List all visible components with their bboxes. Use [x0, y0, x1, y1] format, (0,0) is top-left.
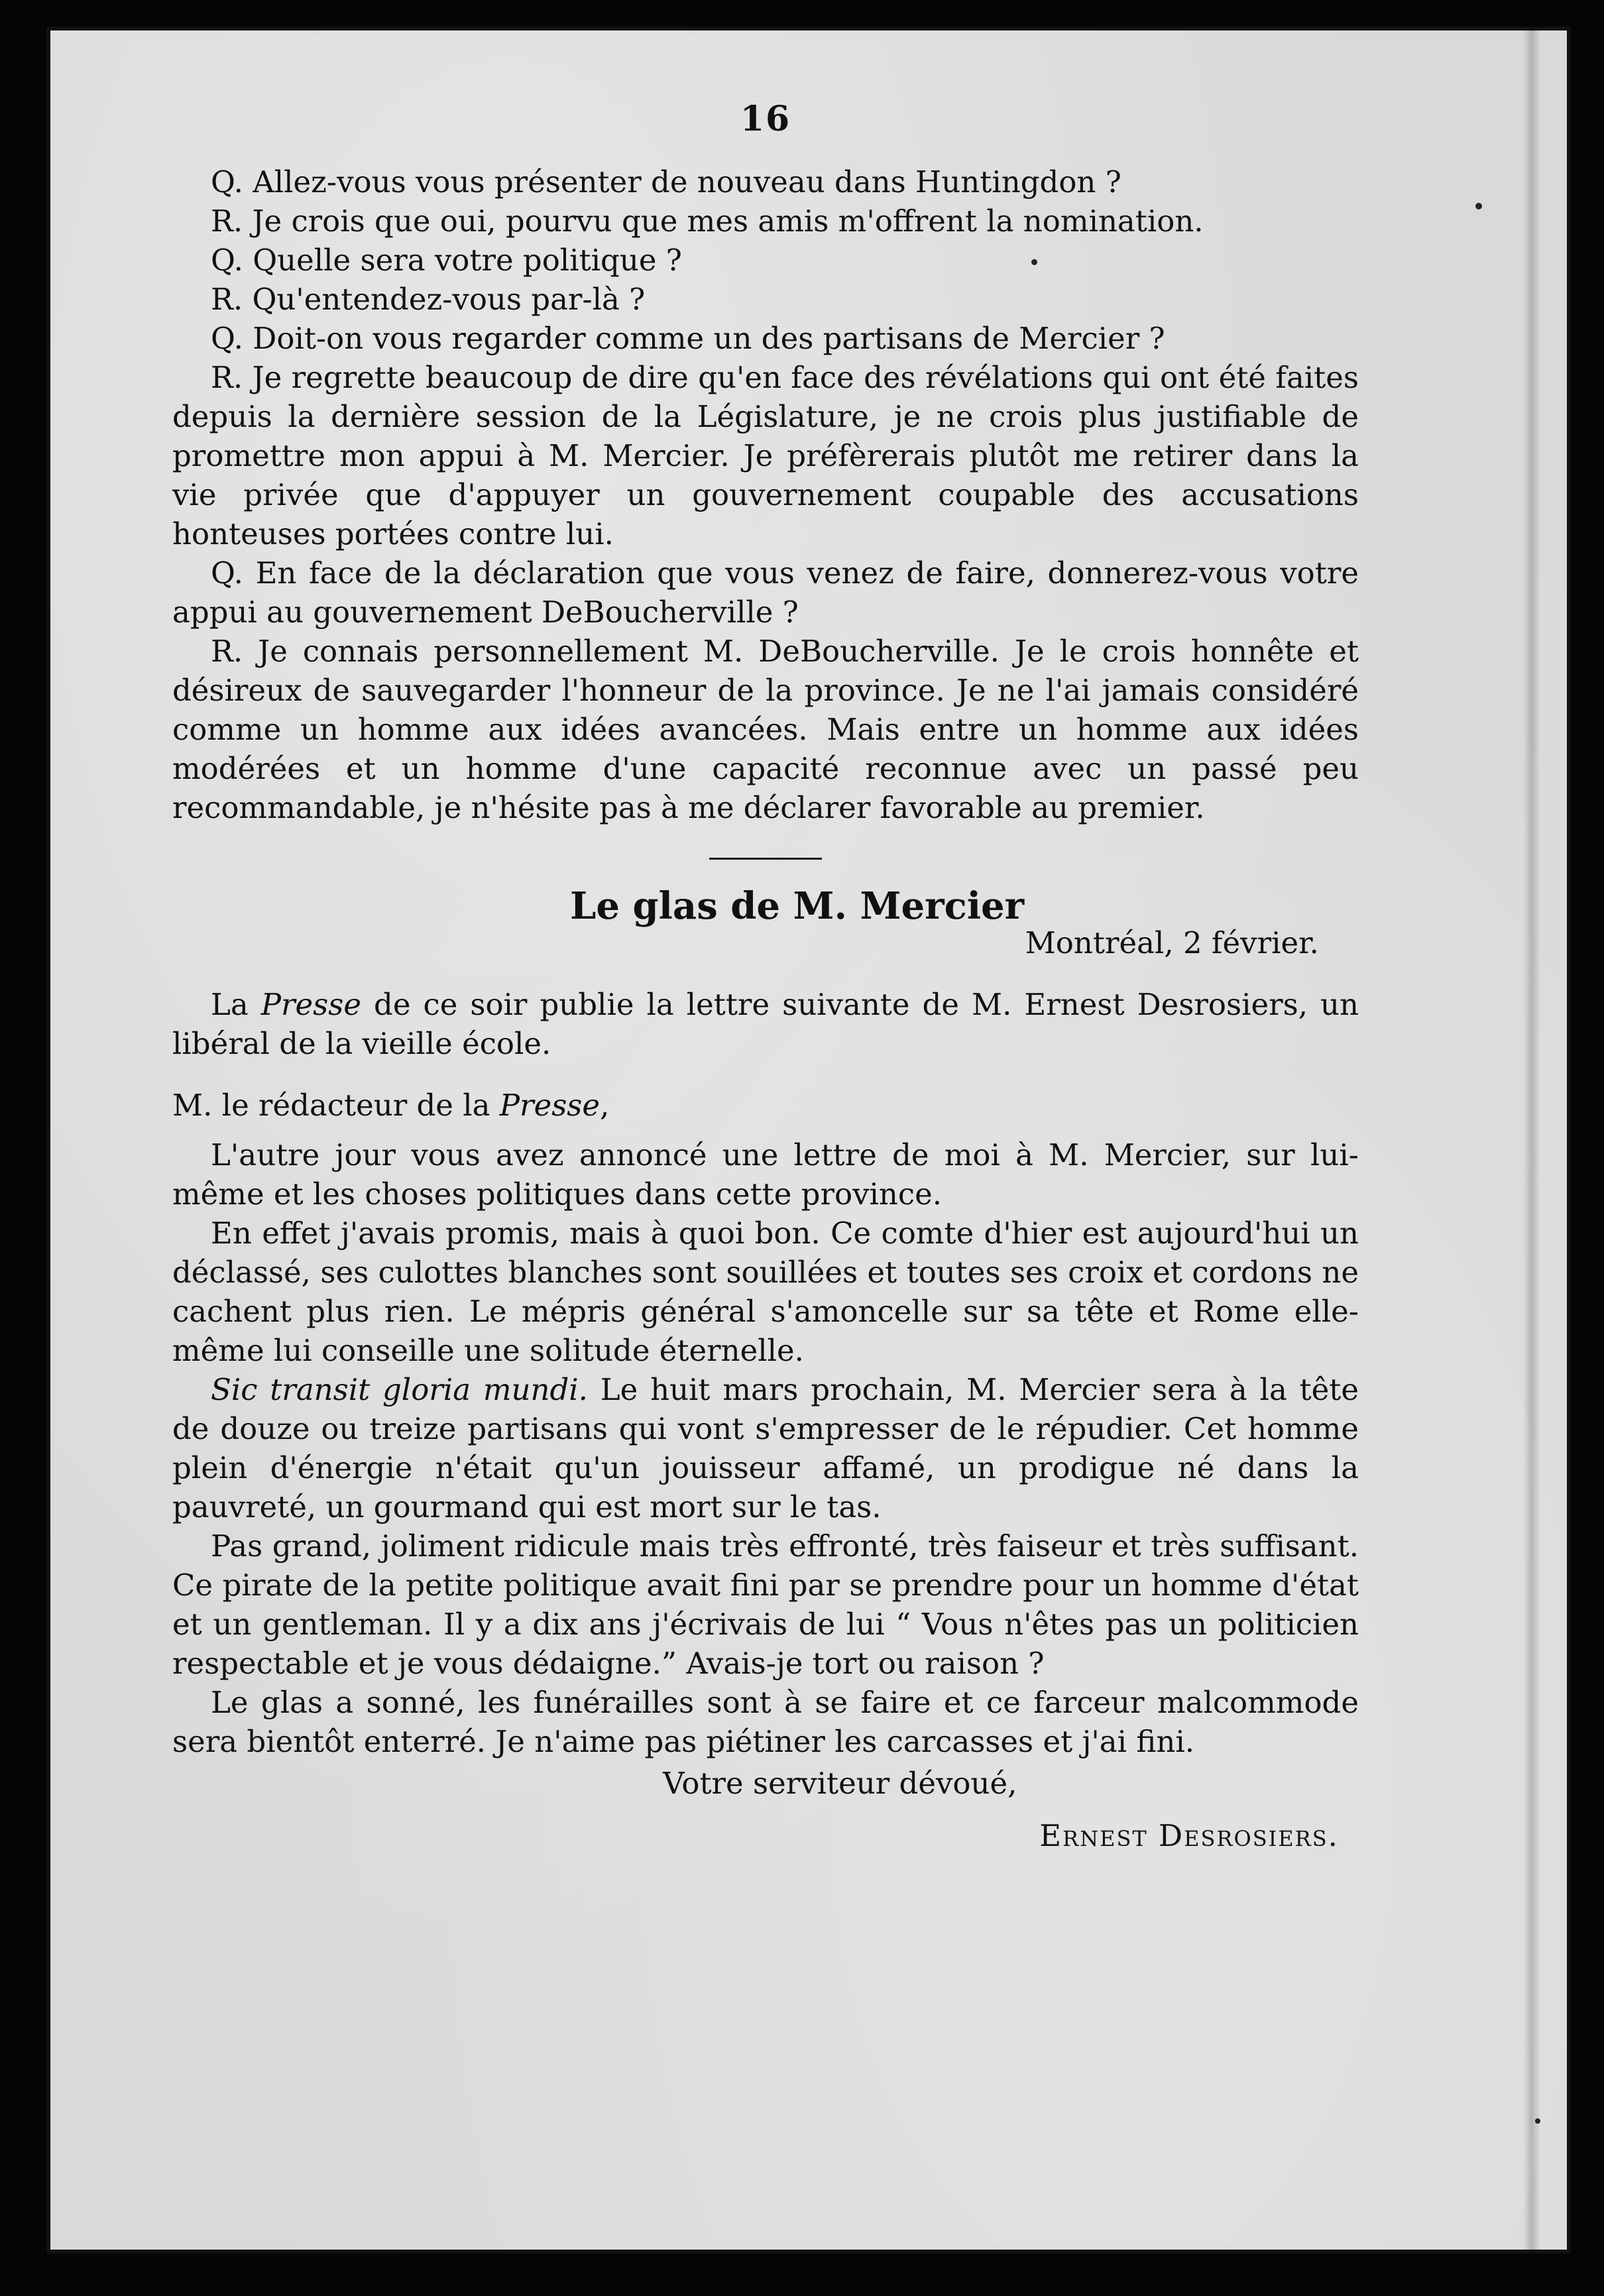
letter-paragraph: L'autre jour vous avez annoncé une lettre de moi à M. Mercier, sur lui-même et les choses politiques dans cette province.: [172, 1137, 1359, 1212]
interview-line: R. Je connais personnellement M. DeBoucherville. Je le crois honnête et désireux de sauvegarder l'honneur de la province. Je ne l'ai jamais considéré comme un homme aux idées avancées. Mais entre un homme aux idées modérées et un homme d'une capacité reconnue avec un passé peu recommandable, je n'hésite pas à me déclarer favorable au premier.: [172, 634, 1359, 825]
scan-speck: [1535, 2118, 1540, 2124]
letter-paragraph: En effet j'avais promis, mais à quoi bon. Ce comte d'hier est aujourd'hui un déclassé, ses culottes blanches sont souillées et toutes ses croix et cordons ne cachent plus rien. Le mépris général s'amoncelle sur sa tête et Rome elle-même lui conseille une solitude éternelle.: [172, 1216, 1359, 1368]
latin-phrase: Sic transit gloria mundi.: [211, 1372, 588, 1407]
salutation-text: M. le rédacteur de la: [172, 1088, 500, 1123]
letter-paragraph: Le glas a sonné, les funérailles sont à se faire et ce farceur malcommode sera bientôt enterré. Je n'aime pas piétiner les carcasses et j'ai fini.: [172, 1685, 1359, 1759]
salutation: [172, 1086, 1359, 1125]
section-divider: [709, 858, 822, 860]
newspaper-name: Presse: [260, 987, 361, 1022]
interview-line: R. Je regrette beaucoup de dire qu'en face des révélations qui ont été faites depuis la dernière session de la Législature, je ne crois plus justifiable de promettre mon appui à M. Mercier. Je préfèrerais plutôt me retirer dans la vie privée que d'appuyer un gouvernement coupable des accusations honteuses portées contre lui.: [172, 360, 1359, 551]
interview-line: R. Qu'entendez-vous par-là ?: [211, 282, 646, 317]
interview-line: Q. Quelle sera votre politique ?: [211, 243, 682, 278]
dateline: Montréal, 2 février.: [1025, 925, 1319, 960]
letter-text: Le huit mars prochain, M. Mercier sera à la tête de douze ou treize partisans qui vont s'empresser de le répudier. Cet homme plein d'énergie n'était qu'un jouisseur affamé, un prodigue né dans la pauvreté, un gourmand qui est mort sur le tas.: [172, 1372, 1359, 1524]
newspaper-name: Presse: [499, 1088, 601, 1123]
spacer: [172, 1063, 1359, 1086]
article-text: [172, 99, 1359, 1855]
intro-text: de ce soir publie la lettre suivante de M. Ernest Desrosiers, un libéral de la vieille école.: [172, 987, 1359, 1061]
closing-line: Votre serviteur dévoué,: [663, 1766, 1017, 1801]
spacer: [172, 962, 1359, 985]
intro-text: La: [211, 987, 261, 1022]
spacer: [172, 1125, 1359, 1135]
letter-paragraph: [172, 1370, 1359, 1526]
page-fold-shadow: [1523, 30, 1540, 2250]
section-title: Le glas de M. Mercier: [570, 884, 1025, 928]
interview-line: R. Je crois que oui, pourvu que mes amis m'offrent la nomination.: [211, 203, 1204, 239]
interview-line: Q. Allez-vous vous présenter de nouveau dans Huntingdon ?: [211, 164, 1121, 200]
interview-line: Q. Doit-on vous regarder comme un des partisans de Mercier ?: [211, 321, 1165, 356]
scan-speck: [1475, 203, 1482, 209]
page-number: 16: [740, 99, 791, 139]
interview-line: Q. En face de la déclaration que vous venez de faire, donnerez-vous votre appui au gouvernement DeBoucherville ?: [172, 555, 1359, 630]
salutation-text: ,: [600, 1088, 610, 1123]
signature: Ernest Desrosiers.: [1039, 1818, 1339, 1853]
letter-paragraph: Pas grand, joliment ridicule mais très effronté, très faiseur et très suffisant. Ce pirate de la petite politique avait fini par se prendre pour un homme d'état et un gentleman. Il y a dix ans j'écrivais de lui “ Vous n'êtes pas un politicien respectable et je vous dédaigne.” Avais-je tort ou raison ?: [172, 1528, 1359, 1681]
intro-paragraph: [172, 985, 1359, 1063]
